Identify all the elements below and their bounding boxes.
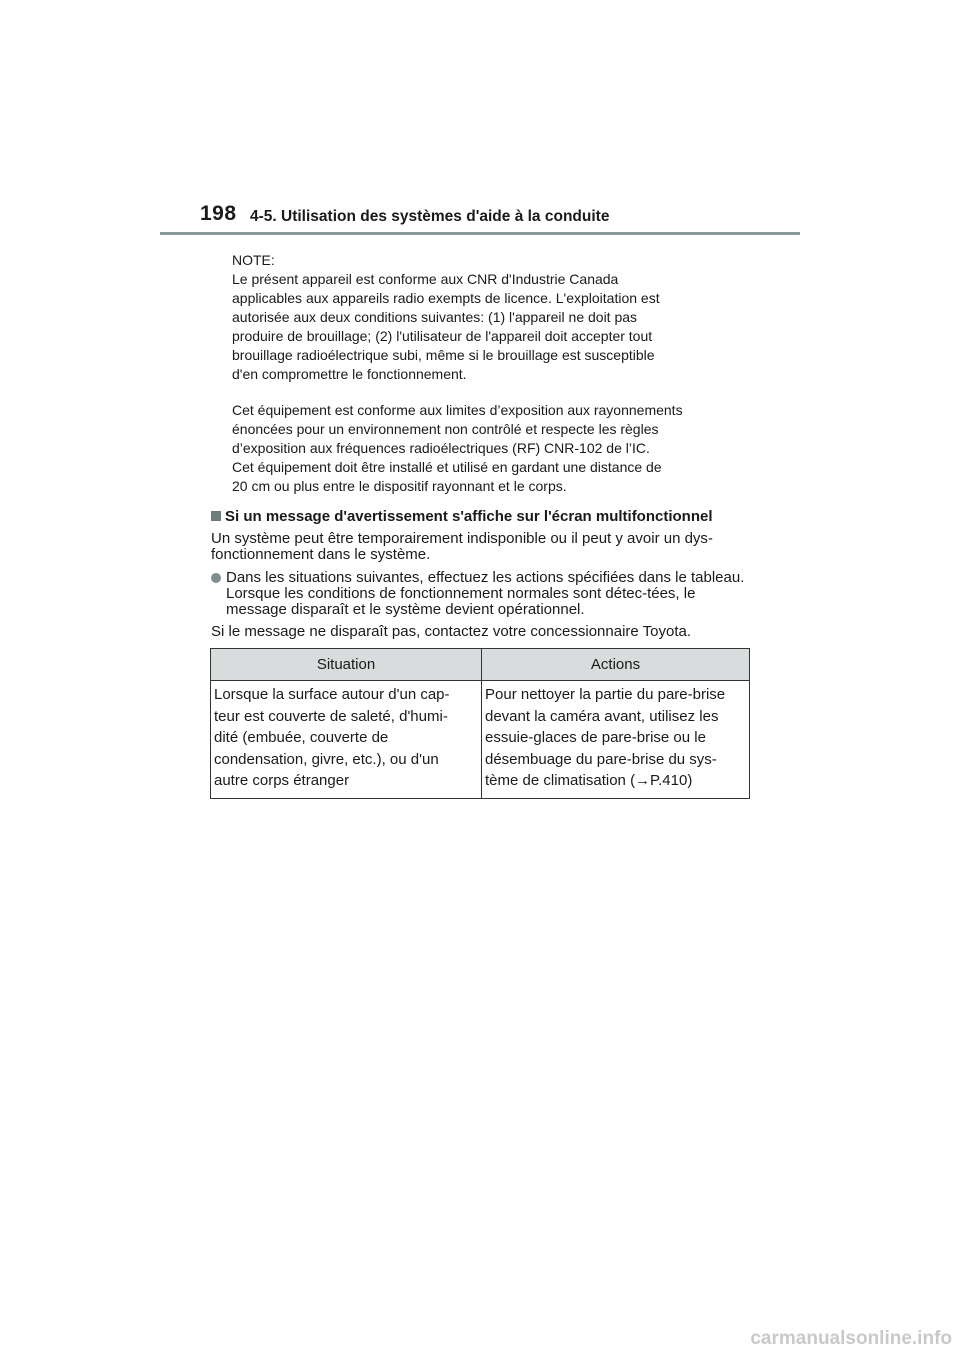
note-line: applicables aux appareils radio exempts de licence. L'exploitation est xyxy=(232,290,660,306)
table-row xyxy=(211,681,750,799)
note-line: NOTE: xyxy=(232,252,275,268)
note-line: Cet équipement doit être installé et utilisé en gardant une distance de xyxy=(232,459,662,475)
note-line: autorisée aux deux conditions suivantes: (1) l'appareil ne doit pas xyxy=(232,309,638,325)
situation-actions-table xyxy=(210,648,750,799)
square-bullet-icon xyxy=(211,511,221,521)
table-header-actions: Actions xyxy=(482,649,750,681)
note-line: produire de brouillage; (2) l'utilisateur de l'appareil doit accepter tout xyxy=(232,328,653,344)
page-number: 198 xyxy=(200,202,237,225)
section-heading-text: Si un message d'avertissement s'affiche sur l'écran multifonctionnel xyxy=(225,508,713,525)
page-header xyxy=(196,200,800,230)
actions-cell: Pour nettoyer la partie du pare-brise devant la caméra avant, utilisez les essuie-glaces de pare-brise ou le désembuage du pare-brise du sys- tème de climatisation (→P.410) xyxy=(482,681,750,799)
intro-paragraph: Un système peut être temporairement indisponible ou il peut y avoir un dys-fonctionnement dans le système. xyxy=(211,530,713,563)
note-line: 20 cm ou plus entre le dispositif rayonnant et le corps. xyxy=(232,478,567,494)
note-line: d'en compromettre le fonctionnement. xyxy=(232,366,467,382)
note-line: d’exposition aux fréquences radioélectriques (RF) CNR-102 de l’IC. xyxy=(232,440,650,456)
round-bullet-icon xyxy=(211,573,221,583)
regulatory-note xyxy=(232,251,792,496)
note-line: énoncées pour un environnement non contrôlé et respecte les règles xyxy=(232,421,659,437)
section-heading xyxy=(211,508,713,525)
contact-paragraph: Si le message ne disparaît pas, contactez votre concessionnaire Toyota. xyxy=(211,623,691,640)
watermark: carmanualsonline.info xyxy=(750,1328,952,1349)
bullet-item xyxy=(211,570,756,618)
section-title: 4-5. Utilisation des systèmes d'aide à la conduite xyxy=(250,208,610,225)
note-line: Cet équipement est conforme aux limites d’exposition aux rayonnements xyxy=(232,402,683,418)
table-header-situation: Situation xyxy=(211,649,482,681)
bullet-text: Dans les situations suivantes, effectuez les actions spécifiées dans le tableau. Lorsque les conditions de fonctionnement normales sont détec-tées, le message disparaît et le système devient opérationnel. xyxy=(226,569,745,618)
note-line: brouillage radioélectrique subi, même si le brouillage est susceptible xyxy=(232,347,655,363)
situation-cell: Lorsque la surface autour d'un cap- teur est couverte de saleté, d'humi- dité (embuée, couverte de condensation, givre, etc.), ou d'un autre corps étranger xyxy=(211,681,482,799)
header-rule xyxy=(160,232,800,235)
note-line: Le présent appareil est conforme aux CNR d'Industrie Canada xyxy=(232,271,619,287)
